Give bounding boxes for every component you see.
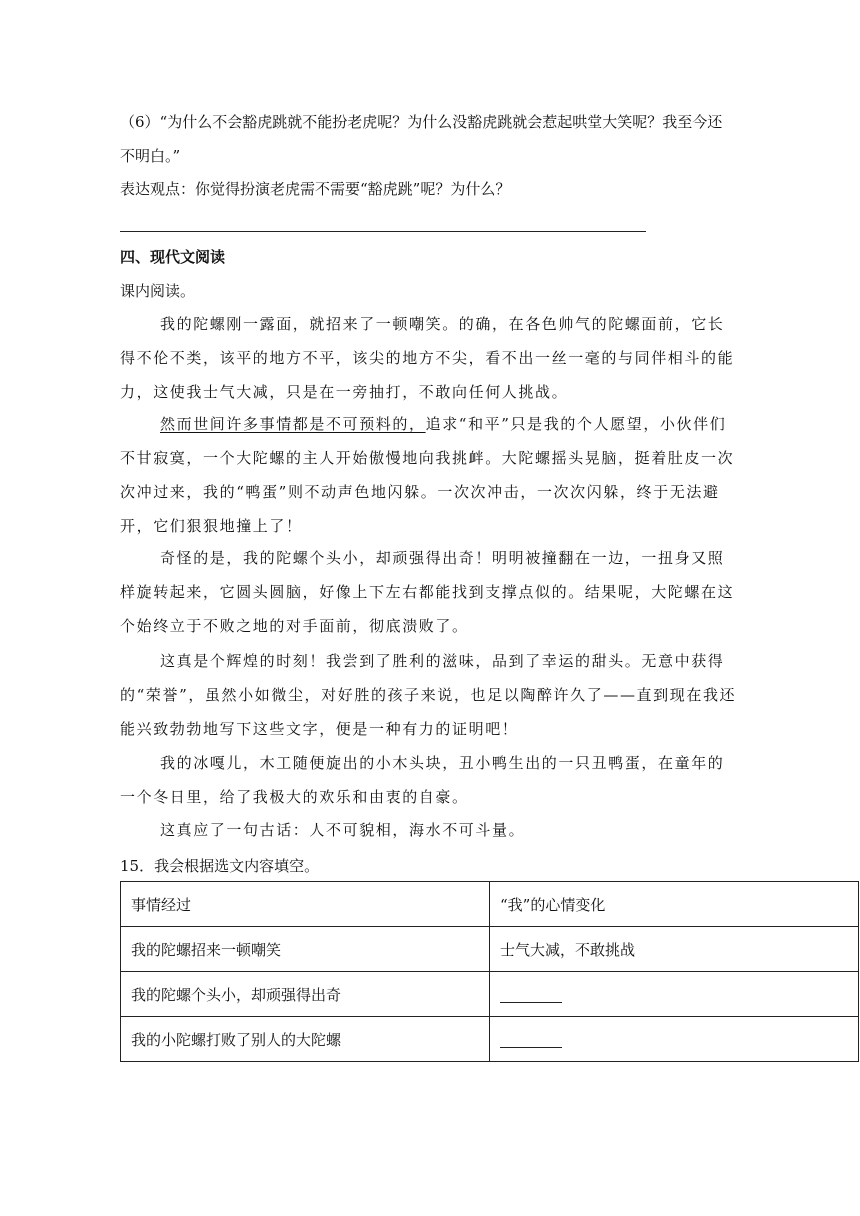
- question-6-prompt: 表达观点：你觉得扮演老虎需不需要“豁虎跳”呢？为什么？: [120, 180, 511, 198]
- table-row: [121, 927, 859, 972]
- answer-table: [120, 881, 859, 1062]
- table-header-mood: “我”的心情变化: [490, 882, 859, 927]
- blank-line[interactable]: [500, 1033, 562, 1048]
- question-6-line-1: （6）“为什么不会豁虎跳就不能扮老虎呢？为什么没豁虎跳就会惹起哄堂大笑呢？我至今还: [120, 113, 723, 131]
- underlined-sentence: 然而世间许多事情都是不可预料的，: [160, 415, 426, 433]
- passage-paragraph-3: 奇怪的是，我的陀螺个头小，却顽强得出奇！明明被撞翻在一边，一扭身又照样旋转起来，它圆头圆脑，好像上下左右都能找到支撑点似的。结果呢，大陀螺在这个始终立于不败之地的对手面前，彻底溃败了。: [120, 549, 735, 635]
- table-cell-mood-blank[interactable]: [490, 972, 859, 1017]
- table-cell-event: 我的小陀螺打败了别人的大陀螺: [121, 1017, 490, 1062]
- table-row: [121, 1017, 859, 1062]
- blank-line[interactable]: [500, 988, 562, 1003]
- section-subtitle: 课内阅读。: [120, 282, 196, 300]
- passage-paragraph-1: 我的陀螺刚一露面，就招来了一顿嘲笑。的确，在各色帅气的陀螺面前，它长得不伦不类，该平的地方不平，该尖的地方不尖，看不出一丝一毫的与同伴相斗的能力，这使我士气大减，只是在一旁抽打，不敢向任何人挑战。: [120, 315, 735, 401]
- table-cell-event: 我的陀螺招来一顿嘲笑: [121, 927, 490, 972]
- question-6-line-2: 不明白。”: [120, 147, 181, 165]
- table-row: [121, 972, 859, 1017]
- table-cell-mood-blank[interactable]: [490, 1017, 859, 1062]
- passage-paragraph-4: 这真是个辉煌的时刻！我尝到了胜利的滋味，品到了幸运的甜头。无意中获得的“荣誉”，虽然小如微尘，对好胜的孩子来说，也足以陶醉许久了——直到现在我还能兴致勃勃地写下这些文字，便是一种有力的证明吧！: [120, 652, 737, 738]
- paragraph-2-text: 追求“和平”只是我的个人愿望，小伙伴们不甘寂寞，一个大陀螺的主人开始傲慢地向我挑衅。大陀螺摇头晃脑，挺着肚皮一次次冲过来，我的“鸭蛋”则不动声色地闪躲。一次次冲击，一次次闪躲，终于无法避开，它们狠狠地撞上了！: [120, 415, 735, 535]
- answer-line[interactable]: [120, 231, 646, 232]
- table-header-event: 事情经过: [121, 882, 490, 927]
- passage-paragraph-5: 我的冰嘎儿，木工随便旋出的小木头块，丑小鸭生出的一只丑鸭蛋，在童年的一个冬日里，给了我极大的欢乐和由衷的自豪。: [120, 754, 725, 806]
- section-title: 四、现代文阅读: [120, 248, 226, 266]
- passage-paragraph-6: 这真应了一句古话：人不可貌相，海水不可斗量。: [160, 821, 526, 839]
- table-header-row: [121, 882, 859, 927]
- passage-paragraph-2: [120, 407, 740, 543]
- table-cell-mood: 士气大减，不敢挑战: [490, 927, 859, 972]
- question-15-prompt: 15．我会根据选文内容填空。: [120, 857, 320, 875]
- table-cell-event: 我的陀螺个头小，却顽强得出奇: [121, 972, 490, 1017]
